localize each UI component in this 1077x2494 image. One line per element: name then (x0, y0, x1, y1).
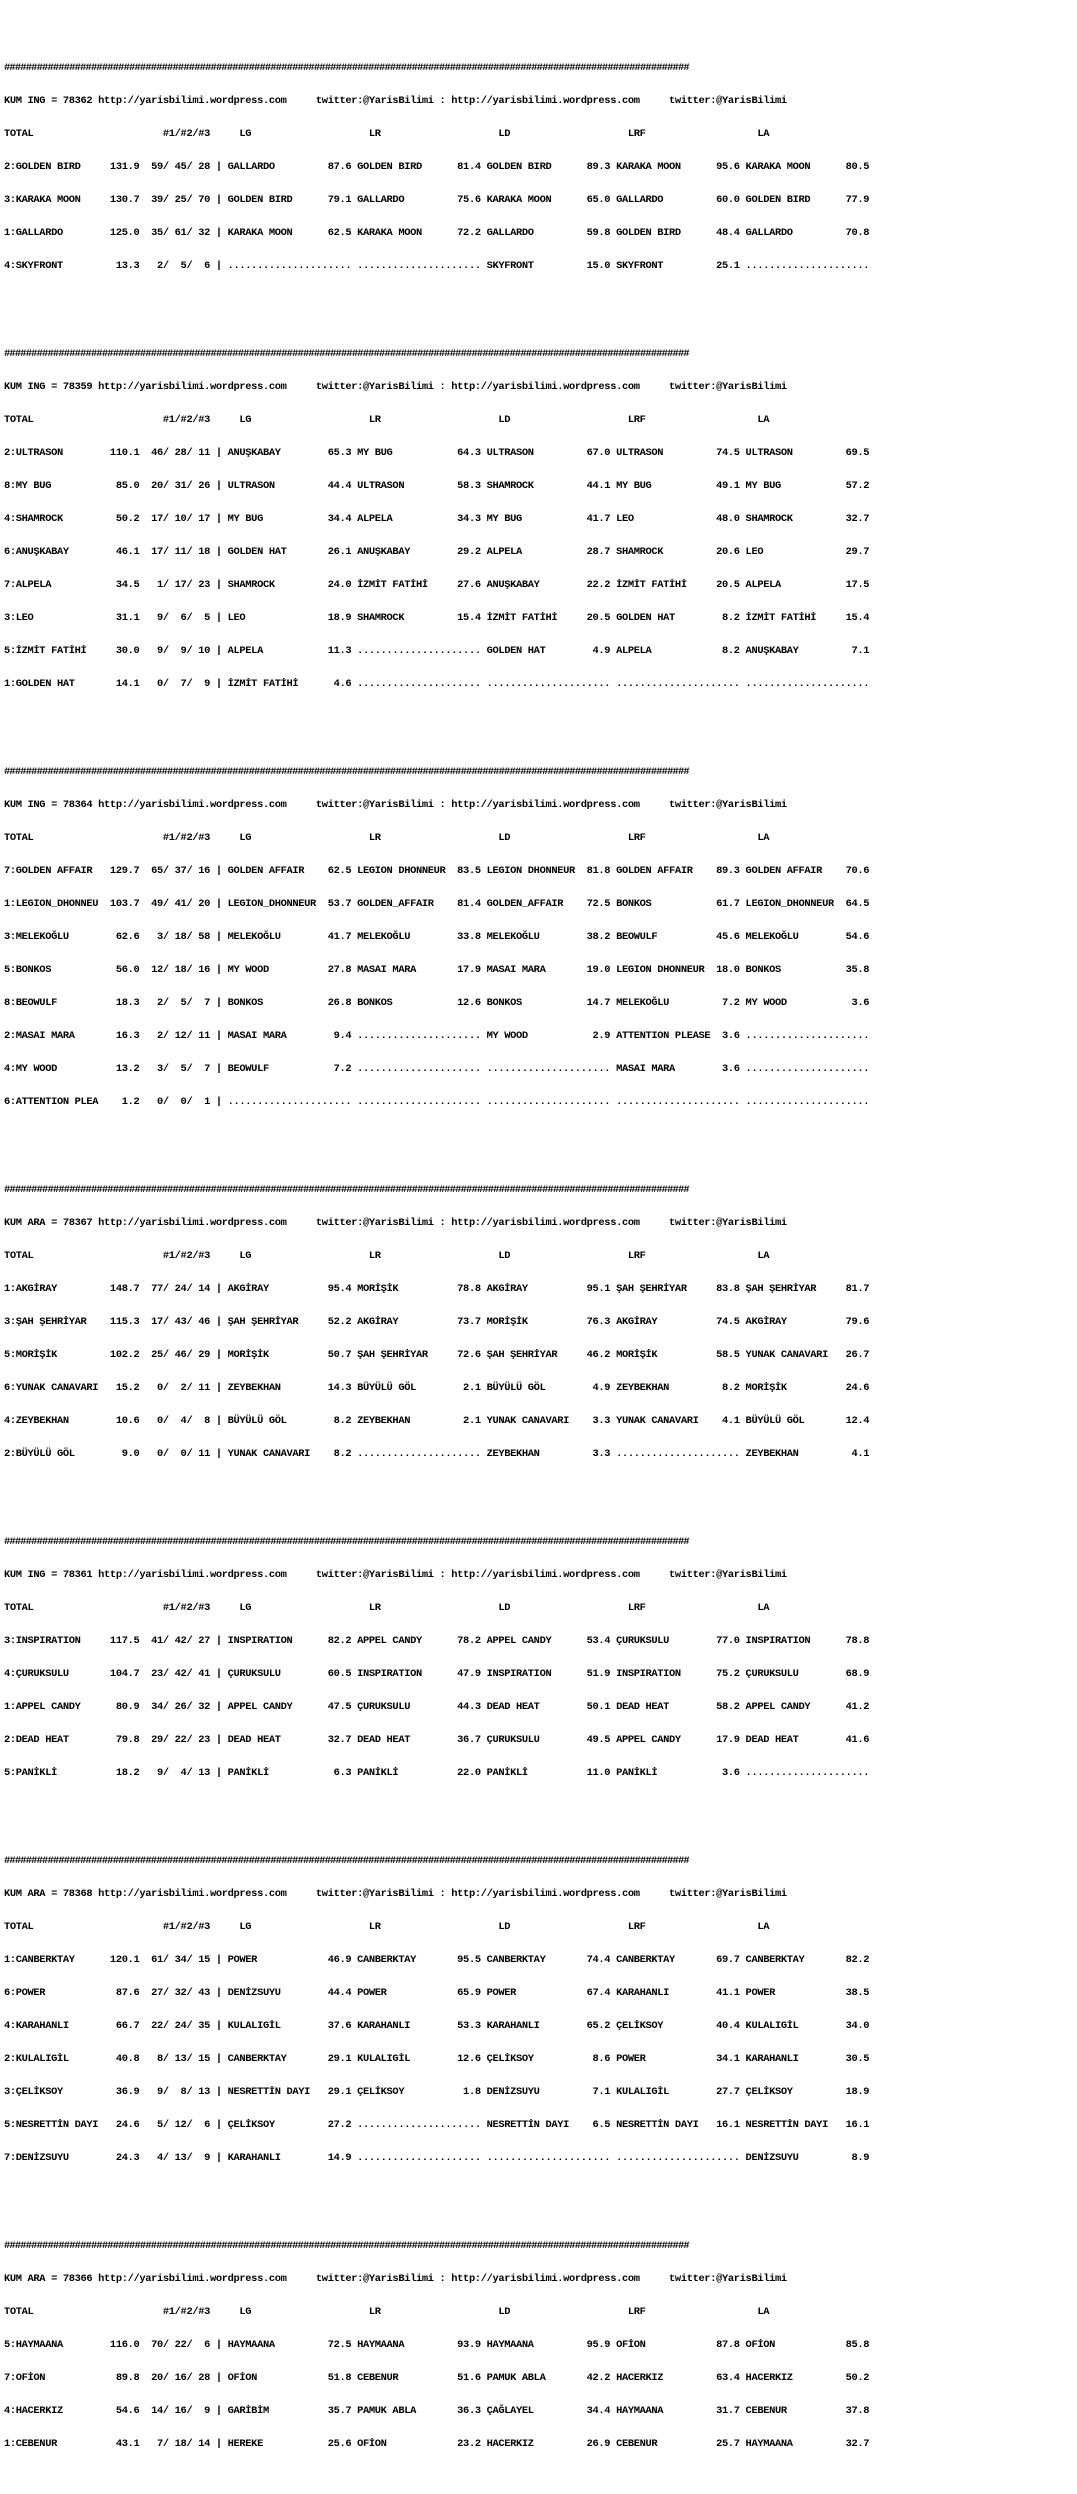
separator-line: ############################################################################################################################## (4, 348, 689, 360)
race-report-sheet (4, 8, 869, 2494)
column-header: TOTAL #1/#2/#3 LG LR LD LRF LA (4, 832, 770, 844)
runner-row: 1:GOLDEN HAT 14.1 0/ 7/ 9 | İZMİT FATİHİ 4.6 ..................... ..................... ..................... ..................... (4, 678, 870, 690)
runner-row: 1:LEGION_DHONNEU 103.7 49/ 41/ 20 | LEGION_DHONNEUR 53.7 GOLDEN_AFFAIR 81.4 GOLDEN_AFFAIR 72.5 BONKOS 61.7 LEGION_DHONNEUR 64.5 (4, 898, 870, 910)
column-header: TOTAL #1/#2/#3 LG LR LD LRF LA (4, 1250, 770, 1262)
runner-row: 5:İZMİT FATİHİ 30.0 9/ 9/ 10 | ALPELA 11.3 ..................... GOLDEN HAT 4.9 ALPELA 8.2 ANUŞKABAY 7.1 (4, 645, 870, 657)
separator-line: ############################################################################################################################## (4, 1184, 689, 1196)
separator-line: ############################################################################################################################## (4, 1855, 689, 1867)
runner-row: 6:YUNAK CANAVARI 15.2 0/ 2/ 11 | ZEYBEKHAN 14.3 BÜYÜLÜ GÖL 2.1 BÜYÜLÜ GÖL 4.9 ZEYBEKHAN 8.2 MORİŞİK 24.6 (4, 1382, 870, 1394)
block-header: KUM ING = 78361 http://yarisbilimi.wordpress.com twitter:@YarisBilimi : http://yarisbilimi.wordpress.com twitter:@YarisBilimi (4, 1569, 787, 1581)
race-block (4, 1834, 869, 2186)
runner-row: 1:APPEL CANDY 80.9 34/ 26/ 32 | APPEL CANDY 47.5 ÇURUKSULU 44.3 DEAD HEAT 50.1 DEAD HEAT 58.2 APPEL CANDY 41.2 (4, 1701, 870, 1713)
runner-row: 7:ALPELA 34.5 1/ 17/ 23 | SHAMROCK 24.0 İZMİT FATİHİ 27.6 ANUŞKABAY 22.2 İZMİT FATİHİ 20.5 ALPELA 17.5 (4, 579, 870, 591)
runner-row: 1:CEBENUR 43.1 7/ 18/ 14 | HEREKE 25.6 OFİON 23.2 HACERKIZ 26.9 CEBENUR 25.7 HAYMAANA 32.7 (4, 2438, 870, 2450)
runner-row: 2:ULTRASON 110.1 46/ 28/ 11 | ANUŞKABAY 65.3 MY BUG 64.3 ULTRASON 67.0 ULTRASON 74.5 ULTRASON 69.5 (4, 447, 870, 459)
runner-row: 1:GALLARDO 125.0 35/ 61/ 32 | KARAKA MOON 62.5 KARAKA MOON 72.2 GALLARDO 59.8 GOLDEN BIRD 48.4 GALLARDO 70.8 (4, 227, 870, 239)
runner-row: 4:HACERKIZ 54.6 14/ 16/ 9 | GARİBİM 35.7 PAMUK ABLA 36.3 ÇAĞLAYEL 34.4 HAYMAANA 31.7 CEBENUR 37.8 (4, 2405, 870, 2417)
runner-row: 2:MASAI MARA 16.3 2/ 12/ 11 | MASAI MARA 9.4 ..................... MY WOOD 2.9 ATTENTION PLEASE 3.6 ..................... (4, 1030, 870, 1042)
block-header: KUM ARA = 78367 http://yarisbilimi.wordpress.com twitter:@YarisBilimi : http://yarisbilimi.wordpress.com twitter:@YarisBilimi (4, 1217, 787, 1229)
runner-row: 7:OFİON 89.8 20/ 16/ 28 | OFİON 51.8 CEBENUR 51.6 PAMUK ABLA 42.2 HACERKIZ 63.4 HACERKIZ 50.2 (4, 2372, 870, 2384)
column-header: TOTAL #1/#2/#3 LG LR LD LRF LA (4, 414, 770, 426)
runner-row: 6:ANUŞKABAY 46.1 17/ 11/ 18 | GOLDEN HAT 26.1 ANUŞKABAY 29.2 ALPELA 28.7 SHAMROCK 20.6 LEO 29.7 (4, 546, 870, 558)
runner-row: 5:NESRETTİN DAYI 24.6 5/ 12/ 6 | ÇELİKSOY 27.2 ..................... NESRETTİN DAYI 6.5 NESRETTİN DAYI 16.1 NESRETTİN DAYI 16.1 (4, 2119, 870, 2131)
column-header: TOTAL #1/#2/#3 LG LR LD LRF LA (4, 1602, 770, 1614)
block-header: KUM ING = 78362 http://yarisbilimi.wordpress.com twitter:@YarisBilimi : http://yarisbilimi.wordpress.com twitter:@YarisBilimi (4, 95, 787, 107)
separator-line: ############################################################################################################################## (4, 766, 689, 778)
runner-row: 7:DENİZSUYU 24.3 4/ 13/ 9 | KARAHANLI 14.9 ..................... ..................... ..................... DENİZSUYU 8.9 (4, 2152, 870, 2164)
runner-row: 3:ŞAH ŞEHRİYAR 115.3 17/ 43/ 46 | ŞAH ŞEHRİYAR 52.2 AKGİRAY 73.7 MORİŞİK 76.3 AKGİRAY 74.5 AKGİRAY 79.6 (4, 1316, 870, 1328)
race-block (4, 2219, 869, 2472)
runner-row: 6:POWER 87.6 27/ 32/ 43 | DENİZSUYU 44.4 POWER 65.9 POWER 67.4 KARAHANLI 41.1 POWER 38.5 (4, 1987, 870, 1999)
runner-row: 8:BEOWULF 18.3 2/ 5/ 7 | BONKOS 26.8 BONKOS 12.6 BONKOS 14.7 MELEKOĞLU 7.2 MY WOOD 3.6 (4, 997, 870, 1009)
runner-row: 1:AKGİRAY 148.7 77/ 24/ 14 | AKGİRAY 95.4 MORİŞİK 78.8 AKGİRAY 95.1 ŞAH ŞEHRİYAR 83.8 ŞAH ŞEHRİYAR 81.7 (4, 1283, 870, 1295)
runner-row: 4:ÇURUKSULU 104.7 23/ 42/ 41 | ÇURUKSULU 60.5 INSPIRATION 47.9 INSPIRATION 51.9 INSPIRATION 75.2 ÇURUKSULU 68.9 (4, 1668, 870, 1680)
column-header: TOTAL #1/#2/#3 LG LR LD LRF LA (4, 2306, 770, 2318)
runner-row: 4:SHAMROCK 50.2 17/ 10/ 17 | MY BUG 34.4 ALPELA 34.3 MY BUG 41.7 LEO 48.0 SHAMROCK 32.7 (4, 513, 870, 525)
race-block (4, 1163, 869, 1482)
runner-row: 4:MY WOOD 13.2 3/ 5/ 7 | BEOWULF 7.2 ..................... ..................... MASAI MARA 3.6 ..................... (4, 1063, 870, 1075)
block-header: KUM ARA = 78366 http://yarisbilimi.wordpress.com twitter:@YarisBilimi : http://yarisbilimi.wordpress.com twitter:@YarisBilimi (4, 2273, 787, 2285)
separator-line: ############################################################################################################################## (4, 1536, 689, 1548)
runner-row: 2:BÜYÜLÜ GÖL 9.0 0/ 0/ 11 | YUNAK CANAVARI 8.2 ..................... ZEYBEKHAN 3.3 ..................... ZEYBEKHAN 4.1 (4, 1448, 870, 1460)
column-header: TOTAL #1/#2/#3 LG LR LD LRF LA (4, 128, 770, 140)
runner-row: 5:BONKOS 56.0 12/ 18/ 16 | MY WOOD 27.8 MASAI MARA 17.9 MASAI MARA 19.0 LEGION DHONNEUR 18.0 BONKOS 35.8 (4, 964, 870, 976)
block-header: KUM ING = 78359 http://yarisbilimi.wordpress.com twitter:@YarisBilimi : http://yarisbilimi.wordpress.com twitter:@YarisBilimi (4, 381, 787, 393)
separator-line: ############################################################################################################################## (4, 2240, 689, 2252)
runner-row: 3:LEO 31.1 9/ 6/ 5 | LEO 18.9 SHAMROCK 15.4 İZMİT FATİHİ 20.5 GOLDEN HAT 8.2 İZMİT FATİHİ 15.4 (4, 612, 870, 624)
runner-row: 4:KARAHANLI 66.7 22/ 24/ 35 | KULALIGİL 37.6 KARAHANLI 53.3 KARAHANLI 65.2 ÇELİKSOY 40.4 KULALIGİL 34.0 (4, 2020, 870, 2032)
runner-row: 2:KULALIGİL 40.8 8/ 13/ 15 | CANBERKTAY 29.1 KULALIGİL 12.6 ÇELİKSOY 8.6 POWER 34.1 KARAHANLI 30.5 (4, 2053, 870, 2065)
runner-row: 5:PANİKLİ 18.2 9/ 4/ 13 | PANİKLİ 6.3 PANİKLİ 22.0 PANİKLİ 11.0 PANİKLİ 3.6 ..................... (4, 1767, 870, 1779)
runner-row: 3:MELEKOĞLU 62.6 3/ 18/ 58 | MELEKOĞLU 41.7 MELEKOĞLU 33.8 MELEKOĞLU 38.2 BEOWULF 45.6 MELEKOĞLU 54.6 (4, 931, 870, 943)
runner-row: 7:GOLDEN AFFAIR 129.7 65/ 37/ 16 | GOLDEN AFFAIR 62.5 LEGION DHONNEUR 83.5 LEGION DHONNEUR 81.8 GOLDEN AFFAIR 89.3 GOLDEN AFFAIR 70.6 (4, 865, 870, 877)
runner-row: 4:SKYFRONT 13.3 2/ 5/ 6 | ..................... ..................... SKYFRONT 15.0 SKYFRONT 25.1 ..................... (4, 260, 870, 272)
runner-row: 5:HAYMAANA 116.0 70/ 22/ 6 | HAYMAANA 72.5 HAYMAANA 93.9 HAYMAANA 95.9 OFİON 87.8 OFİON 85.8 (4, 2339, 870, 2351)
runner-row: 8:MY BUG 85.0 20/ 31/ 26 | ULTRASON 44.4 ULTRASON 58.3 SHAMROCK 44.1 MY BUG 49.1 MY BUG 57.2 (4, 480, 870, 492)
block-header: KUM ING = 78364 http://yarisbilimi.wordpress.com twitter:@YarisBilimi : http://yarisbilimi.wordpress.com twitter:@YarisBilimi (4, 799, 787, 811)
race-block (4, 41, 869, 294)
runner-row: 2:GOLDEN BIRD 131.9 59/ 45/ 28 | GALLARDO 87.6 GOLDEN BIRD 81.4 GOLDEN BIRD 89.3 KARAKA MOON 95.6 KARAKA MOON 80.5 (4, 161, 870, 173)
race-block (4, 327, 869, 712)
runner-row: 5:MORİŞİK 102.2 25/ 46/ 29 | MORİŞİK 50.7 ŞAH ŞEHRİYAR 72.6 ŞAH ŞEHRİYAR 46.2 MORİŞİK 58.5 YUNAK CANAVARI 26.7 (4, 1349, 870, 1361)
runner-row: 3:ÇELİKSOY 36.9 9/ 8/ 13 | NESRETTİN DAYI 29.1 ÇELİKSOY 1.8 DENİZSUYU 7.1 KULALIGİL 27.7 ÇELİKSOY 18.9 (4, 2086, 870, 2098)
runner-row: 4:ZEYBEKHAN 10.6 0/ 4/ 8 | BÜYÜLÜ GÖL 8.2 ZEYBEKHAN 2.1 YUNAK CANAVARI 3.3 YUNAK CANAVARI 4.1 BÜYÜLÜ GÖL 12.4 (4, 1415, 870, 1427)
column-header: TOTAL #1/#2/#3 LG LR LD LRF LA (4, 1921, 770, 1933)
race-block (4, 745, 869, 1130)
block-header: KUM ARA = 78368 http://yarisbilimi.wordpress.com twitter:@YarisBilimi : http://yarisbilimi.wordpress.com twitter:@YarisBilimi (4, 1888, 787, 1900)
separator-line: ############################################################################################################################## (4, 62, 689, 74)
runner-row: 2:DEAD HEAT 79.8 29/ 22/ 23 | DEAD HEAT 32.7 DEAD HEAT 36.7 ÇURUKSULU 49.5 APPEL CANDY 17.9 DEAD HEAT 41.6 (4, 1734, 870, 1746)
runner-row: 6:ATTENTION PLEA 1.2 0/ 0/ 1 | ..................... ..................... ..................... ..................... ..................... (4, 1096, 870, 1108)
runner-row: 1:CANBERKTAY 120.1 61/ 34/ 15 | POWER 46.9 CANBERKTAY 95.5 CANBERKTAY 74.4 CANBERKTAY 69.7 CANBERKTAY 82.2 (4, 1954, 870, 1966)
runner-row: 3:KARAKA MOON 130.7 39/ 25/ 70 | GOLDEN BIRD 79.1 GALLARDO 75.6 KARAKA MOON 65.0 GALLARDO 60.0 GOLDEN BIRD 77.9 (4, 194, 870, 206)
runner-row: 3:INSPIRATION 117.5 41/ 42/ 27 | INSPIRATION 82.2 APPEL CANDY 78.2 APPEL CANDY 53.4 ÇURUKSULU 77.0 INSPIRATION 78.8 (4, 1635, 870, 1647)
race-block (4, 1515, 869, 1801)
